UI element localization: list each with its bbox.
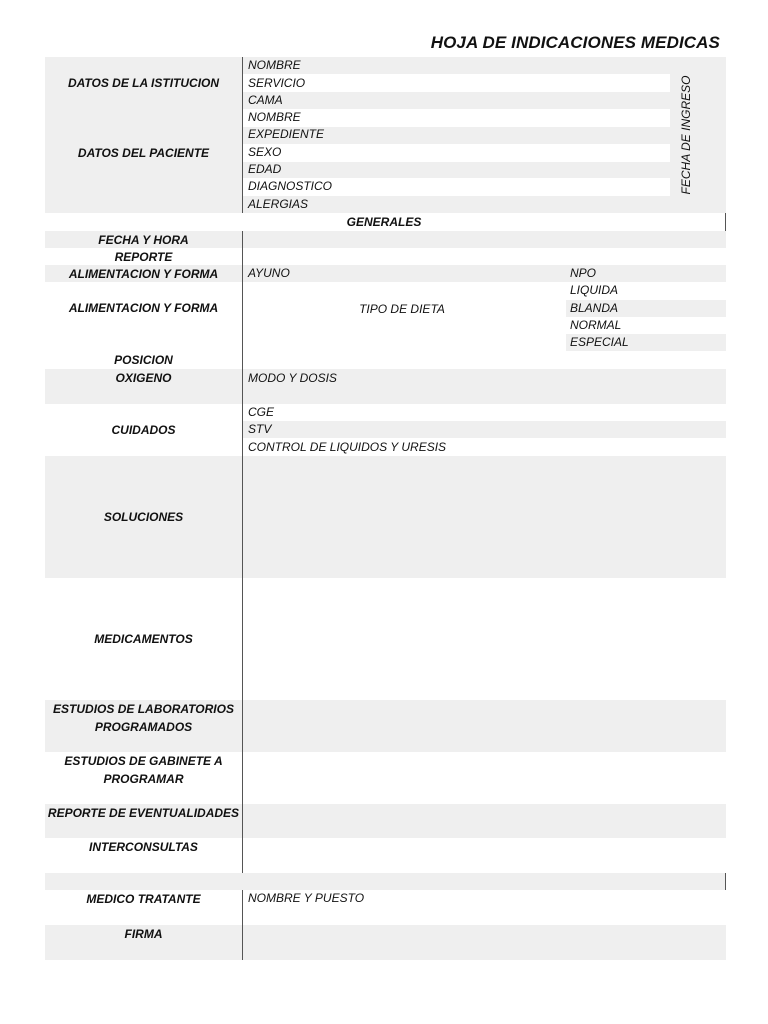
institucion-label: DATOS DE LA ISTITUCION: [67, 76, 220, 90]
paciente-label: DATOS DEL PACIENTE: [77, 145, 210, 160]
page-title: HOJA DE INDICACIONES MEDICAS: [430, 33, 720, 52]
npo-text: NPO: [570, 266, 597, 280]
oxigeno-label: OXIGENO: [115, 371, 172, 385]
paciente-expediente: EXPEDIENTE: [248, 127, 325, 141]
dieta-blanda: BLANDA: [570, 301, 619, 315]
column-divider-bottom: [242, 890, 243, 960]
firma-label: FIRMA: [124, 927, 163, 941]
tipo-dieta-label: TIPO DE DIETA: [359, 301, 445, 316]
fecha-ingreso-label: FECHA DE INGRESO: [679, 75, 693, 195]
reporte-label: REPORTE: [114, 249, 173, 264]
dieta-normal: NORMAL: [570, 318, 622, 332]
paciente-nombre: NOMBRE: [248, 110, 301, 124]
paciente-edad: EDAD: [248, 162, 282, 176]
generales-heading: GENERALES: [346, 215, 422, 229]
institucion-cama: CAMA: [248, 93, 283, 107]
estudios-lab-label: ESTUDIOS DE LABORATORIOS PROGRAMADOS: [53, 701, 234, 734]
dieta-especial: ESPECIAL: [570, 335, 629, 349]
estudios-gab-label: ESTUDIOS DE GABINETE A PROGRAMAR: [64, 753, 223, 786]
stv-row-bg: [242, 421, 726, 438]
right-edge-line-spacer: [725, 873, 726, 890]
nombre-puesto-text: NOMBRE Y PUESTO: [248, 891, 365, 905]
modo-dosis-text: MODO Y DOSIS: [248, 371, 337, 385]
paciente-sexo: SEXO: [248, 145, 282, 159]
medico-label: MEDICO TRATANTE: [86, 891, 201, 906]
cuidados-control-liquidos: CONTROL DE LIQUIDOS Y URESIS: [248, 440, 447, 454]
cuidados-label: CUIDADOS: [111, 423, 176, 437]
cuidados-cge: CGE: [248, 405, 275, 419]
fecha-hora-label: FECHA Y HORA: [98, 232, 189, 247]
interconsultas-label: INTERCONSULTAS: [89, 840, 198, 854]
posicion-label: POSICION: [114, 353, 173, 367]
institucion-servicio: SERVICIO: [248, 76, 306, 90]
alimentacion-2-label: ALIMENTACION Y FORMA: [68, 301, 219, 315]
spacer-row: [45, 873, 726, 890]
dieta-liquida: LIQUIDA: [570, 283, 619, 297]
ayuno-text: AYUNO: [248, 266, 290, 280]
institucion-nombre: NOMBRE: [248, 58, 301, 72]
column-divider-top: [242, 57, 243, 213]
column-divider-main: [242, 231, 243, 873]
paciente-diagnostico: DIAGNOSTICO: [248, 179, 333, 193]
alimentacion-1-label: ALIMENTACION Y FORMA: [68, 266, 219, 281]
right-edge-line-generales: [725, 213, 726, 231]
paciente-alergias: ALERGIAS: [248, 197, 309, 211]
field-row-sexo: [242, 144, 670, 162]
field-row-nombre-paciente: [242, 109, 670, 127]
medicamentos-label: MEDICAMENTOS: [94, 632, 193, 646]
field-row-servicio: [242, 74, 670, 92]
soluciones-label: SOLUCIONES: [103, 510, 184, 524]
cuidados-stv: STV: [248, 422, 272, 436]
eventualidades-label: REPORTE DE EVENTUALIDADES: [47, 805, 240, 820]
